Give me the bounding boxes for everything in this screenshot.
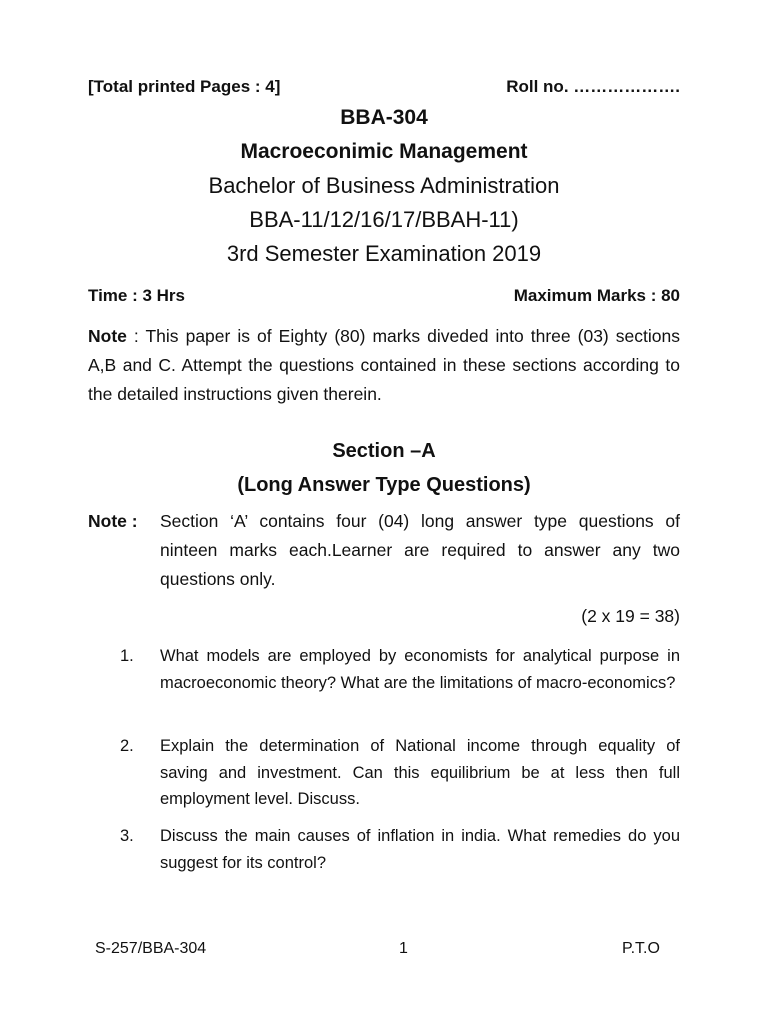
exam-name: 3rd Semester Examination 2019 [226, 241, 542, 266]
section-note-text: Section ‘A’ contains four (04) long answer type questions of ninteen marks each.Learner are required to answer any two questions only. [160, 511, 680, 589]
paper-code: BBA-304 [340, 106, 428, 129]
degree-name: Bachelor of Business Administration [208, 173, 560, 198]
question-item [120, 823, 680, 876]
paper-subject: Macroeconimic Management [240, 140, 528, 163]
footer-pto: P.T.O [622, 940, 660, 957]
header-row [88, 77, 680, 97]
note-label: Note [88, 326, 127, 346]
section-subtitle: (Long Answer Type Questions) [237, 474, 531, 496]
section-note-label: Note : [88, 511, 138, 531]
time-text: Time : 3 Hrs [88, 286, 186, 305]
question-number: 2. [120, 737, 134, 755]
course-codes: BBA-11/12/16/17/BBAH-11) [249, 207, 519, 232]
question-number: 3. [120, 827, 134, 845]
question-text: Discuss the main causes of inflation in india. What remedies do you suggest for its control? [160, 827, 680, 872]
question-text: Explain the determination of National income through equality of saving and investment. Can this equilibrium be at less then full employment level. Discuss. [160, 737, 680, 808]
section-note [88, 507, 680, 594]
footer-paper-code: S-257/BBA-304 [95, 940, 207, 957]
note-text: : This paper is of Eighty (80) marks diveded into three (03) sections A,B and C. Attempt the questions contained in these sections according to the detailed instructions given therein. [88, 326, 680, 404]
general-note [88, 322, 680, 409]
total-pages-text: [Total printed Pages : 4] [88, 77, 281, 96]
footer-page-number: 1 [399, 940, 408, 957]
question-number: 1. [120, 647, 134, 665]
question-item [120, 733, 680, 813]
question-text: What models are employed by economists for analytical purpose in macroeconomic theory? What are the limitations of macro-economics? [160, 647, 680, 692]
section-title: Section –A [332, 440, 436, 462]
question-item [120, 643, 680, 696]
max-marks-text: Maximum Marks : 80 [513, 286, 680, 305]
roll-no-text: Roll no. ………………. [506, 77, 680, 96]
time-marks-row [88, 286, 680, 306]
marks-distribution: (2 x 19 = 38) [581, 606, 680, 626]
